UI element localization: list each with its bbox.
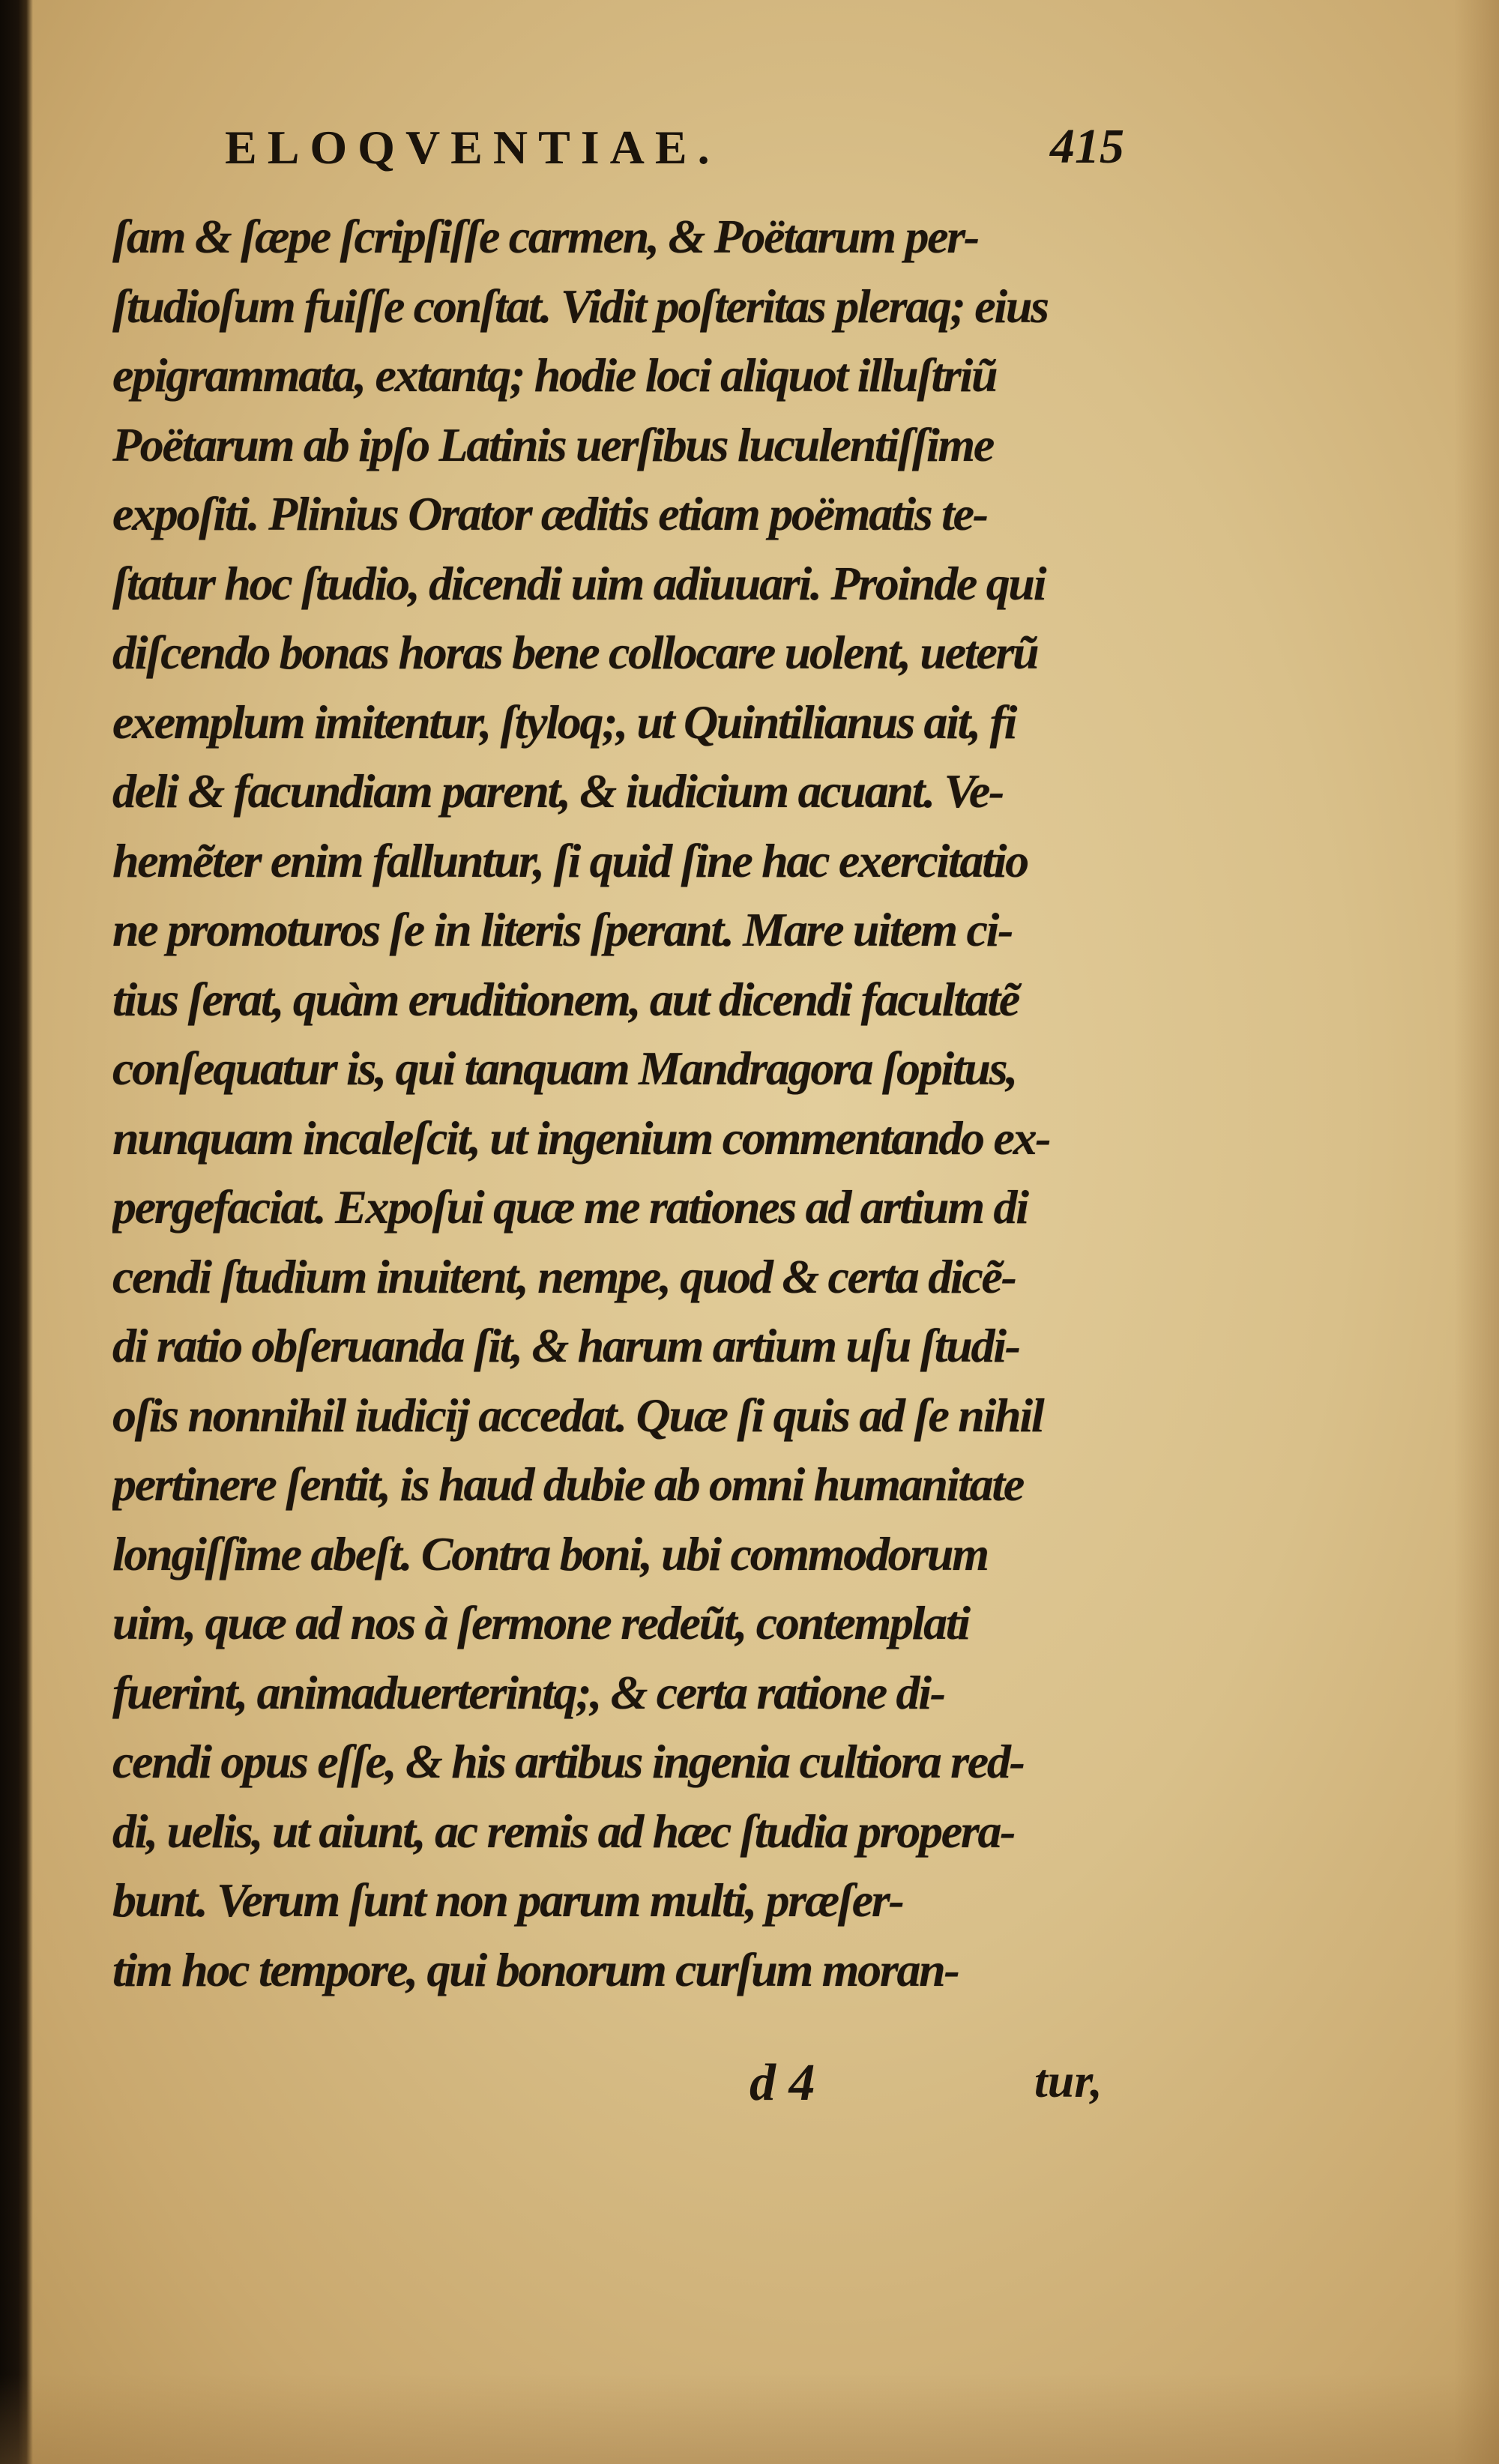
text-line: longiſſime abeſt. Contra boni, ubi commodorum (112, 1527, 988, 1580)
page-bottom-shading (0, 2374, 1499, 2464)
text-line: di ratio obſeruanda ſit, & harum artium uſu ſtudi- (112, 1319, 1019, 1372)
text-line: ne promoturos ſe in literis ſperant. Mare uitem ci- (112, 903, 1013, 956)
text-line: pergefaciat. Expoſui quæ me rationes ad artium di (112, 1180, 1028, 1233)
text-line: bunt. Verum ſunt non parum multi, præſer- (112, 1873, 903, 1927)
text-line: Poëtarum ab ipſo Latinis uerſibus luculentiſſime (112, 417, 994, 471)
text-line: fuerint, animaduerterintq;, & certa ratione di- (112, 1665, 944, 1719)
text-line: conſequatur is, qui tanquam Mandragora ſopitus, (112, 1042, 1016, 1095)
text-line: tim hoc tempore, qui bonorum curſum moran- (112, 1942, 959, 1996)
text-line: exemplum imitentur, ſtyloq;, ut Quintilianus ait, fi (112, 695, 1016, 749)
text-line: ſam & ſæpe ſcripſiſſe carmen, & Poëtarum per- (112, 210, 978, 263)
running-head: ELOQVENTIAE. (225, 121, 720, 174)
text-line: expoſiti. Plinius Orator æditis etiam poëmatis te- (112, 487, 987, 540)
text-line: uim, quæ ad nos à ſermone redeũt, contemplati (112, 1596, 969, 1649)
text-line: oſis nonnihil iudicij accedat. Quæ ſi quis ad ſe nihil (112, 1388, 1043, 1442)
signature-mark: d 4 (750, 2054, 815, 2112)
text-line: di, uelis, ut aiunt, ac remis ad hæc ſtudia propera- (112, 1804, 1015, 1858)
text-line: ſtudioſum fuiſſe conſtat. Vidit poſteritas pleraq; eius (112, 279, 1048, 333)
text-line: ſtatur hoc ſtudio, dicendi uim adiuuari. Proinde qui (112, 556, 1046, 610)
catchword: tur, (1034, 2054, 1103, 2107)
page-number: 415 (1050, 119, 1124, 174)
page-edge-shading (1454, 0, 1499, 2464)
text-line: epigrammata, extantq; hodie loci aliquot illuſtriũ (112, 348, 997, 402)
text-line: cendi opus eſſe, & his artibus ingenia cultiora red- (112, 1735, 1024, 1788)
text-line: diſcendo bonas horas bene collocare uolent, ueterũ (112, 626, 1038, 679)
text-line: tius ſerat, quàm eruditionem, aut dicendi facultatẽ (112, 972, 1019, 1026)
page-header (225, 112, 1139, 195)
book-binding-edge (0, 0, 33, 2464)
body-text (112, 202, 1117, 2005)
text-line: deli & facundiam parent, & iudicium acuant. Ve- (112, 764, 1003, 818)
text-line: cendi ſtudium inuitent, nempe, quod & certa dicẽ- (112, 1249, 1016, 1303)
text-line: nunquam incaleſcit, ut ingenium commentando ex- (112, 1111, 1050, 1165)
text-line: hemẽter enim falluntur, ſi quid ſine hac exercitatio (112, 833, 1028, 887)
text-line: pertinere ſentit, is haud dubie ab omni humanitate (112, 1458, 1023, 1511)
